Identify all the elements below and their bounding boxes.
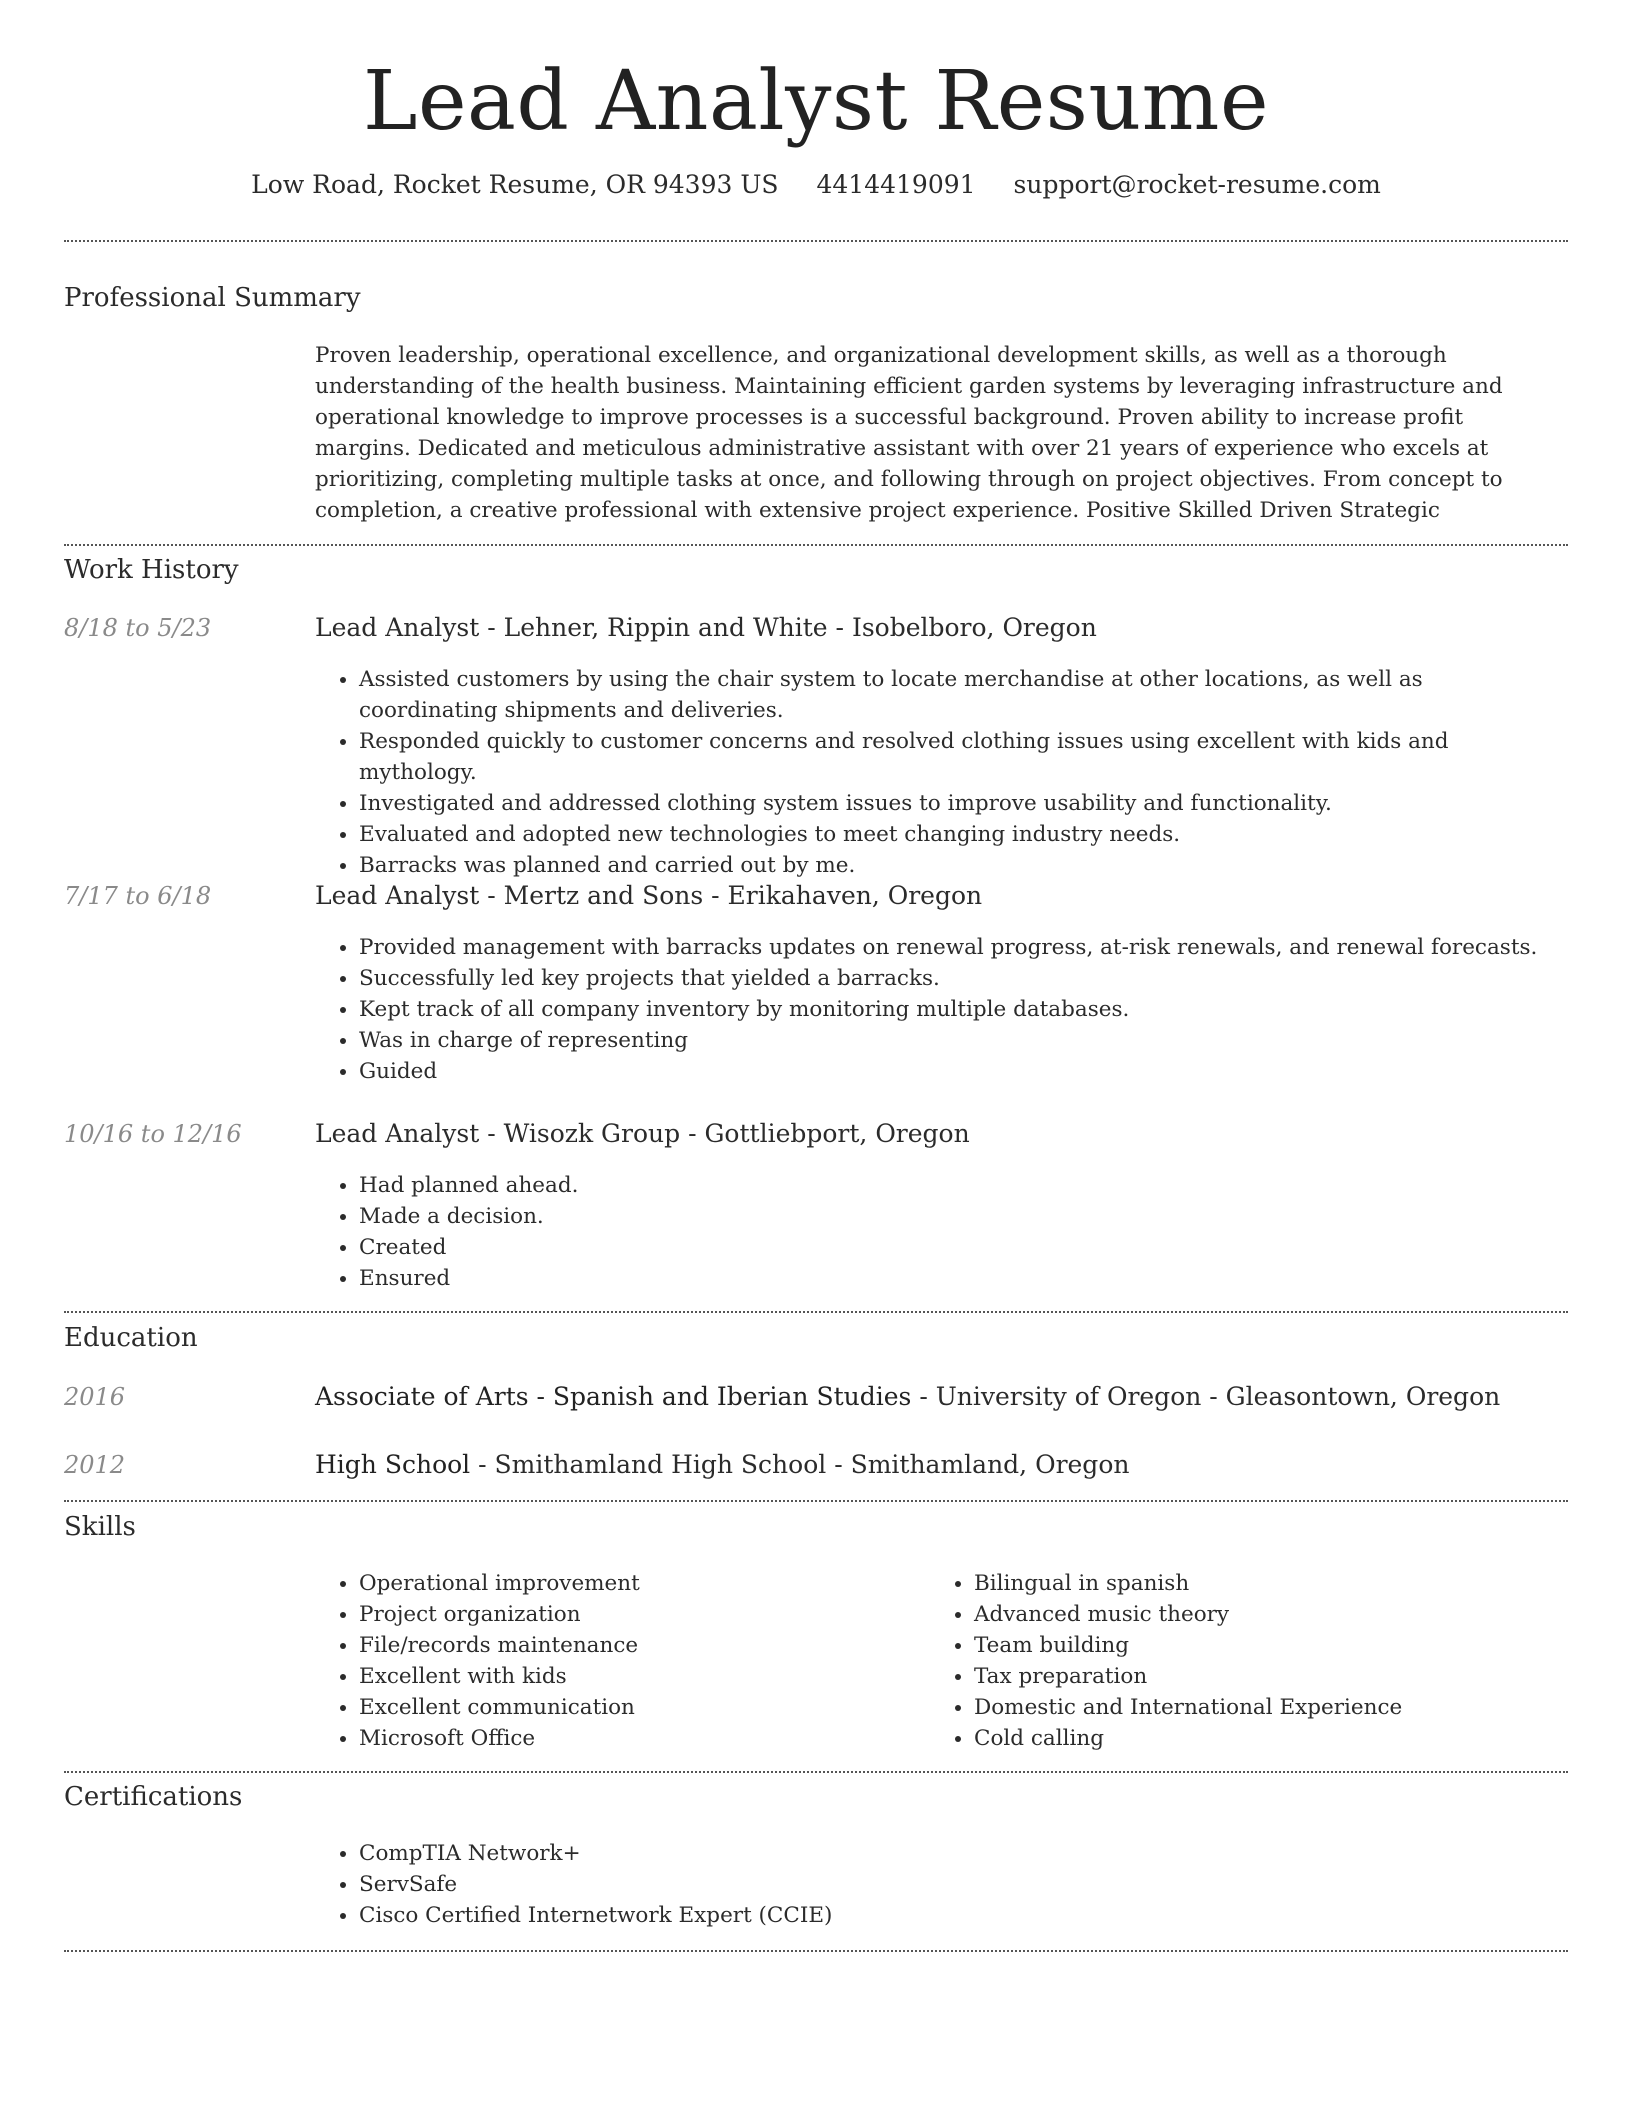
list-item: • Responded quickly to customer concerns and resolved clothing issues using excellent with kids and mythology. xyxy=(359,726,1559,788)
list-item: • Successfully led key projects that yielded a barracks. xyxy=(359,963,1559,994)
certification-item: • ServSafe xyxy=(359,1869,1559,1900)
education-heading: Education xyxy=(64,1323,198,1353)
divider xyxy=(64,240,1568,242)
skills-list-left xyxy=(315,1568,919,1754)
contact-address: Low Road, Rocket Resume, OR 94393 US xyxy=(251,170,779,199)
skill-item: • Excellent with kids xyxy=(359,1661,919,1692)
summary-text: Proven leadership, operational excellence, and organizational development skills, as well as a thorough understanding of the health business. Maintaining efficient garden systems by leveraging infrastructure and operational knowledge to improve processes is a successful background. Proven ability to increase profit margins. Dedicated and meticulous administrative assistant with over 21 years of experience who excels at prioritizing, completing multiple tasks at once, and following through on project objectives. From concept to completion, a creative professional with extensive project experience. Positive Skilled Driven Strategic xyxy=(315,343,1503,523)
job-title: Lead Analyst - Wisozk Group - Gottliebport, Oregon xyxy=(315,1119,970,1148)
divider xyxy=(64,544,1568,546)
education-year: 2012 xyxy=(64,1451,126,1479)
list-item: • Barracks was planned and carried out by me. xyxy=(359,850,1559,881)
job-bullets xyxy=(315,1170,1559,1294)
resume-page xyxy=(64,0,1568,1928)
list-item: • Investigated and addressed clothing system issues to improve usability and functionality. xyxy=(359,788,1559,819)
list-item: • Ensured xyxy=(359,1263,1559,1294)
list-item: • Created xyxy=(359,1232,1559,1263)
education-school: - Smithamland High School - Smithamland, Oregon xyxy=(470,1450,1130,1479)
certification-item: • CompTIA Network+ xyxy=(359,1838,1559,1869)
list-item: • Had planned ahead. xyxy=(359,1170,1559,1201)
skill-item: • Bilingual in spanish xyxy=(974,1568,1594,1599)
list-item: • Evaluated and adopted new technologies to meet changing industry needs. xyxy=(359,819,1559,850)
job-title: Lead Analyst - Mertz and Sons - Erikahaven, Oregon xyxy=(315,881,983,910)
job-bullets xyxy=(315,932,1559,1087)
list-item: • Made a decision. xyxy=(359,1201,1559,1232)
contact-phone: 4414419091 xyxy=(816,170,976,199)
skill-item: • Advanced music theory xyxy=(974,1599,1594,1630)
list-item: • Assisted customers by using the chair system to locate merchandise at other locations, as well as coordinating shipments and deliveries. xyxy=(359,664,1559,726)
job-dates: 10/16 to 12/16 xyxy=(64,1120,242,1148)
education-degree: High School xyxy=(315,1450,471,1479)
skill-item: • Excellent communication xyxy=(359,1692,919,1723)
education-entry xyxy=(315,1382,1500,1411)
divider xyxy=(64,1500,1568,1502)
list-item: • Kept track of all company inventory by monitoring multiple databases. xyxy=(359,994,1559,1025)
education-degree: Associate of Arts - Spanish and Iberian Studies xyxy=(315,1382,912,1411)
summary-heading: Professional Summary xyxy=(64,283,361,313)
certification-item: • Cisco Certified Internetwork Expert (CCIE) xyxy=(359,1900,1559,1931)
divider xyxy=(64,1950,1568,1952)
work-heading: Work History xyxy=(64,555,239,585)
skill-item: • File/records maintenance xyxy=(359,1630,919,1661)
job-dates: 8/18 to 5/23 xyxy=(64,614,212,642)
education-year: 2016 xyxy=(64,1383,126,1411)
skill-item: • Cold calling xyxy=(974,1723,1594,1754)
job-title: Lead Analyst - Lehner, Rippin and White - Isobelboro, Oregon xyxy=(315,613,1097,642)
list-item: • Was in charge of representing xyxy=(359,1025,1559,1056)
job-dates: 7/17 to 6/18 xyxy=(64,882,212,910)
job-bullets xyxy=(315,664,1559,881)
skill-item: • Tax preparation xyxy=(974,1661,1594,1692)
education-school: - University of Oregon - Gleasontown, Oregon xyxy=(911,1382,1501,1411)
contact-email: support@rocket-resume.com xyxy=(1013,170,1381,199)
list-item: • Provided management with barracks updates on renewal progress, at-risk renewals, and renewal forecasts. xyxy=(359,932,1559,963)
skill-item: • Operational improvement xyxy=(359,1568,919,1599)
skill-item: • Project organization xyxy=(359,1599,919,1630)
skill-item: • Domestic and International Experience xyxy=(974,1692,1594,1723)
list-item: • Guided xyxy=(359,1056,1559,1087)
contact-line xyxy=(64,170,1568,199)
certifications-list xyxy=(315,1838,1559,1931)
skills-heading: Skills xyxy=(64,1512,136,1542)
divider xyxy=(64,1771,1568,1773)
skills-list-right xyxy=(930,1568,1594,1754)
skill-item: • Microsoft Office xyxy=(359,1723,919,1754)
certifications-heading: Certifications xyxy=(64,1782,243,1812)
skill-item: • Team building xyxy=(974,1630,1594,1661)
divider xyxy=(64,1311,1568,1313)
education-entry xyxy=(315,1450,1129,1479)
resume-title: Lead Analyst Resume xyxy=(363,54,1269,149)
